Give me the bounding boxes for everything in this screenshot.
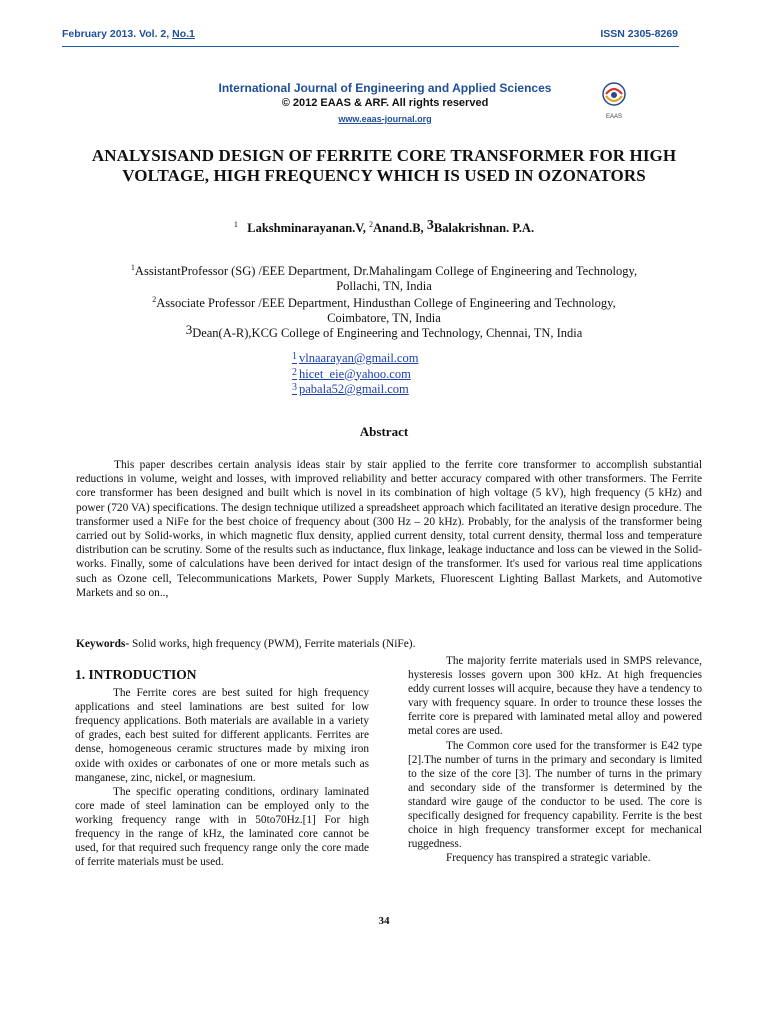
intro-heading: 1. INTRODUCTION <box>75 667 197 682</box>
author-1: Lakshminarayanan.V, <box>247 221 369 235</box>
affiliation-1-line2: Pollachi, TN, India <box>336 279 432 294</box>
email-link-1[interactable]: $^1$ vlnaarayan@gmail.com <box>292 351 419 365</box>
issue-number-link[interactable]: No.1 <box>172 28 195 40</box>
affiliation-3-sup: 3 <box>185 322 193 337</box>
keywords <box>76 638 702 650</box>
left-paragraph-2: The specific operating conditions, ordinary laminated core made of steel lamination can be employed only to the working frequency range with in 50to70Hz.[1] For high frequency in the range of kHz, the laminated core cannot be used, for that required such frequency range only the core made of ferrite materials must be used. <box>75 785 369 869</box>
author-list <box>70 218 698 236</box>
logo-caption: EAAS <box>605 114 622 120</box>
affiliation-2-line2: Coimbatore, TN, India <box>327 311 441 326</box>
right-paragraph-3: Frequency has transpired a strategic variable. <box>446 852 651 865</box>
email-list <box>292 350 442 397</box>
issue-info <box>62 28 195 40</box>
left-column <box>75 668 369 869</box>
author-3-sup: 3 <box>426 218 434 233</box>
right-paragraph-2: The Common core used for the transformer is E42 type [2].The number of turns in the primary and secondary is limited to the size of the core [3]. The number of turns in the primary and secondary side of the transformer is determined by the standard wire gauge of the conductor to be used. The core is specifically designed for frequency capability. Ferrite is the best choice in high frequency transformer except for mechanical ruggedness. <box>408 739 702 851</box>
right-paragraph-1: The majority ferrite materials used in SMPS relevance, hysteresis losses govern upon 300 kHz. At high frequencies eddy current losses will acquire, because they have a tendency to vary with frequency square. In order to trounce these losses the ferrite core is prepared with laminated metal alloy and powered metal cores are used. <box>408 655 702 738</box>
abstract-text: This paper describes certain analysis ideas stair by stair applied to the ferrite core transformer to accomplish substantial reductions in volume, weight and losses, with improved reliability and better accuracy compared with other transformers. The Ferrite core transformer has been designed and built which is novel in its combination of high voltage (5 kV), high frequency (5 kHz) and power (720 VA) specifications. The design technique utilized a spreadsheet approach which facilitated an iterative design procedure. The transformer used a NiFe for the best choice of frequency about (300 Hz – 20 kHz). Probably, for the analysis of the transformer being carried out by Solid-works, in which magnetic flux density, applied current density, total current density, thermal loss and temperature distribution can be scrutiny. Some of the results such as inductance, flux linkage, leakage inductance and loss can be viewed in the Solid-works. Finally, some of calculations have been derived for intact design of the transformer. It's used for various real time applications such as Ozone cell, Telecommunications Markets, Power Supply Markets, Fluorescent Lighting Ballast Markets, and Automotive Markets and so on.., <box>76 459 702 599</box>
keywords-text: Solid works, high frequency (PWM), Ferrite materials (NiFe). <box>129 638 416 650</box>
keywords-label: Keywords- <box>76 638 130 650</box>
abstract-heading: Abstract <box>359 424 409 439</box>
issue-prefix: February 2013. Vol. 2, <box>62 28 173 40</box>
left-paragraph-1: The Ferrite cores are best suited for high frequency applications and steel laminations are best suited for low frequency applications. Both materials are available in a variety of grades, each best suited for different applicants. Ferrites are dense, homogeneous ceramic structures made by mixing iron oxide with oxides or carbonates of one or more metals such as manganese, zinc, nickel, or magnesium. <box>75 687 369 784</box>
affiliation-1-sup: 1 <box>130 263 135 272</box>
journal-title: International Journal of Engineering and Applied Sciences <box>218 81 552 95</box>
author-1-sup: 1 <box>233 219 238 229</box>
author-2: Anand.B, <box>372 221 427 235</box>
email-link-3[interactable]: $^3$ pabala52@gmail.com <box>292 382 409 396</box>
paper-title: ANALYSISAND DESIGN OF FERRITE CORE TRANSFORMER FOR HIGH VOLTAGE, HIGH FREQUENCY WHICH IS USED IN OZONATORS <box>91 146 677 185</box>
affiliation-1 <box>70 260 698 294</box>
header-divider <box>62 46 679 47</box>
journal-website-link[interactable]: www.eaas-journal.org <box>338 114 432 124</box>
author-3: Balakrishnan. P.A. <box>433 221 535 235</box>
copyright: © 2012 EAAS & ARF. All rights reserved <box>281 97 489 109</box>
affiliation-2-line1: Associate Professor /EEE Department, Hindusthan College of Engineering and Technology, <box>156 296 616 311</box>
right-column <box>408 654 702 865</box>
affiliation-2-sup: 2 <box>152 295 157 304</box>
affiliation-1-line1: AssistantProfessor (SG) /EEE Department, Dr.Mahalingam College of Engineering and Technology, <box>134 264 638 279</box>
affiliation-3 <box>70 322 698 341</box>
email-link-2[interactable]: $^2$ hicet_eie@yahoo.com <box>292 366 411 381</box>
author-2-sup: 2 <box>368 219 373 229</box>
affiliation-3-line1: Dean(A-R),KCG College of Engineering and Technology, Chennai, TN, India <box>192 326 583 340</box>
issn: ISSN 2305-8269 <box>600 28 678 40</box>
page-number: 34 <box>378 915 390 927</box>
